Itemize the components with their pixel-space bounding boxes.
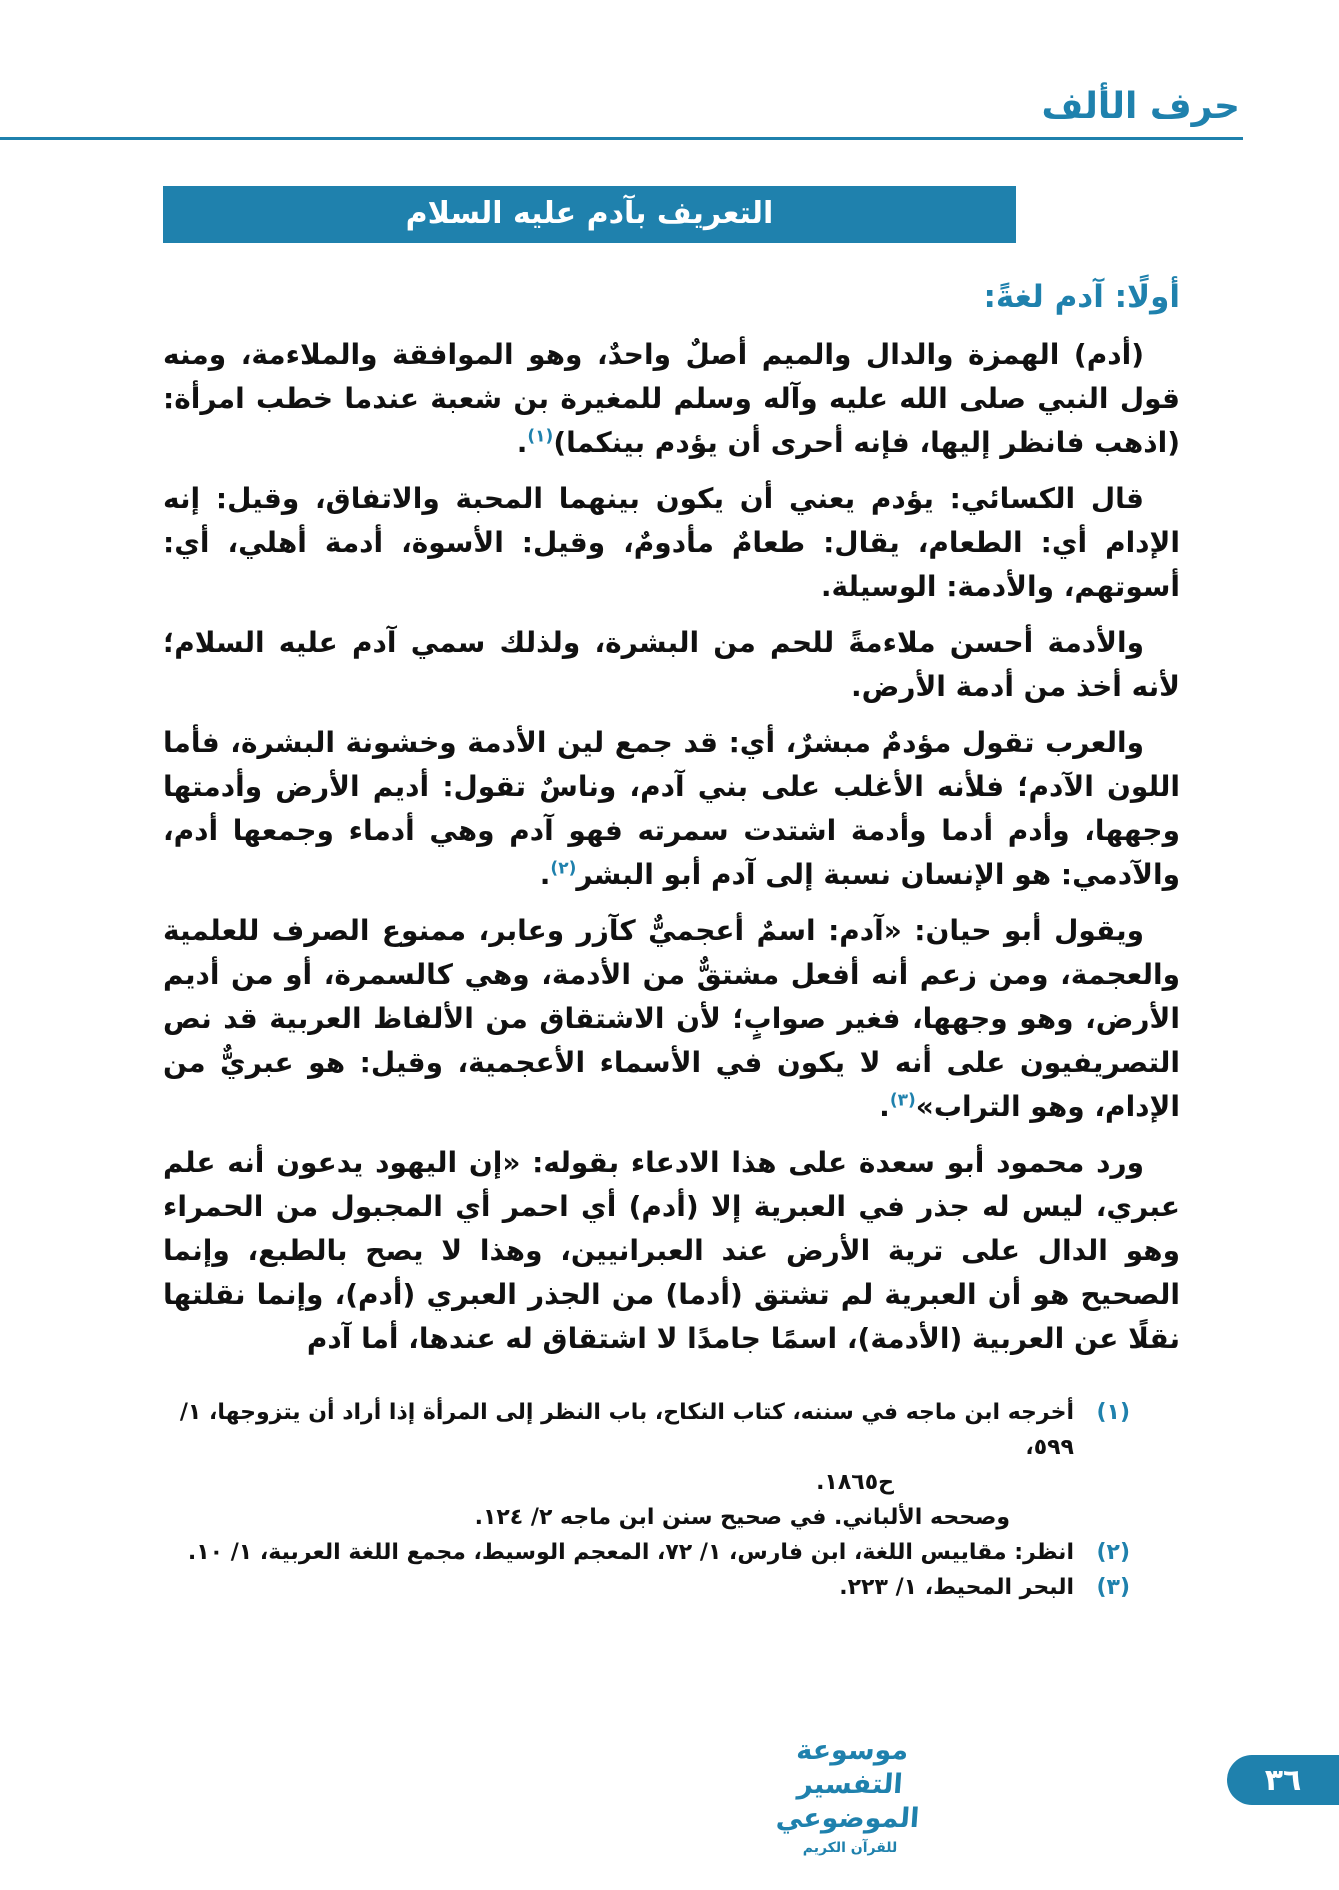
footnote-3 [163, 1570, 1130, 1605]
paragraph-text: ويقول أبو حيان: «آدم: اسمٌ أعجميٌّ كآزر وعابر، ممنوع الصرف للعلمية والعجمة، ومن زعم أنه أفعل مشتقٌّ من الأدمة، وهي كالسمرة، أو من أديم الأرض، وهو وجهها، فغير صوابٍ؛ لأن الاشتقاق من الألفاظ العربية قد نص التصريفيون على أنه لا يكون في الأسماء الأعجمية، وقيل: هو عبريٌّ من الإدام، وهو التراب» [163, 914, 1180, 1123]
footnote-2 [163, 1535, 1130, 1570]
footnote-text: أخرجه ابن ماجه في سننه، كتاب النكاح، باب النظر إلى المرأة إذا أراد أن يتزوجها، ١/ ٥٩٩، [179, 1400, 1074, 1460]
publisher-logo [745, 1734, 955, 1856]
footnote-1-continuation: وصححه الألباني. في صحيح سنن ابن ماجه ٢/ ١٢٤. [474, 1505, 1010, 1530]
paragraph-2 [163, 477, 1180, 609]
logo-text-sub: للقرآن الكريم [802, 1840, 898, 1856]
section-heading: أولًا: آدم لغةً: [983, 279, 1180, 315]
paragraph-text: (أدم) الهمزة والدال والميم أصلٌ واحدٌ، وهو الموافقة والملاءمة، ومنه قول النبي صلى الله عليه وآله وسلم للمغيرة بن شعبة عندما خطب امرأة: (اذهب فانظر إليها، فإنه أحرى أن يؤدم بينكما) [163, 338, 1180, 459]
paragraph-3 [163, 621, 1180, 709]
paragraph-5 [163, 909, 1180, 1129]
footnote-number-2: (٢) [1096, 1540, 1130, 1565]
footnote-number-1: (١) [1096, 1400, 1130, 1425]
footnote-ref-2: (٢) [550, 858, 577, 879]
footnote-text: انظر: مقاييس اللغة، ابن فارس، ١/ ٧٢، المعجم الوسيط، مجمع اللغة العربية، ١/ ١٠. [187, 1540, 1074, 1565]
title-banner [163, 186, 1016, 243]
footnote-1-continuation: ح١٨٦٥. [816, 1470, 894, 1495]
footnote-ref-1: (١) [527, 426, 554, 447]
paragraph-tail: . [516, 426, 528, 459]
paragraph-text: والعرب تقول مؤدمٌ مبشرٌ، أي: قد جمع لين الأدمة وخشونة البشرة، فأما اللون الآدم؛ فلأنه الأغلب على بني آدم، وناسٌ تقول: أديم الأرض وأدمتها وجهها، وأدم أدما وأدمة اشتدت سمرته فهو آدم وهي أدماء وجمعها أدم، والآدمي: هو الإنسان نسبة إلى آدم أبو البشر [163, 726, 1180, 891]
paragraph-1 [163, 333, 1180, 465]
footnote-ref-3: (٣) [889, 1090, 916, 1111]
logo-text-main: موسوعة التفسير الموضوعي [774, 1735, 921, 1834]
paragraph-tail: . [539, 858, 551, 891]
page-number-badge [1227, 1755, 1339, 1805]
footnote-1 [163, 1395, 1130, 1465]
header-rule [0, 137, 1243, 140]
paragraph-text: والأدمة أحسن ملاءمةً للحم من البشرة، ولذلك سمي آدم عليه السلام؛ لأنه أخذ من أدمة الأرض. [163, 626, 1180, 703]
paragraph-text: ورد محمود أبو سعدة على هذا الادعاء بقوله: «إن اليهود يدعون أنه علم عبري، ليس له جذر في العبرية إلا (أدم) أي احمر أي المجبول من الحمراء وهو الدال على ترية الأرض عند العبرانيين، وهذا لا يصح بالطبع، وإنما الصحيح هو أن العبرية لم تشتق (أدما) من الجذر العبري (أدم)، وإنما نقلتها نقلًا عن العربية (الأدمة)، اسمًا جامدًا لا اشتقاق له عندها، أما آدم [163, 1146, 1180, 1355]
page-number: ٣٦ [1264, 1762, 1302, 1798]
chapter-heading: حرف الألف [1041, 86, 1240, 127]
paragraph-text: قال الكسائي: يؤدم يعني أن يكون بينهما المحبة والاتفاق، وقيل: إنه الإدام أي: الطعام، يقال: طعامٌ مأدومٌ، وقيل: الأسوة، أدمة أهلي، أي: أسوتهم، والأدمة: الوسيلة. [163, 482, 1180, 603]
footnotes-section [163, 1395, 1130, 1605]
footnote-text: البحر المحيط، ١/ ٢٢٣. [839, 1575, 1074, 1600]
paragraph-tail: . [879, 1090, 890, 1123]
paragraph-4 [163, 721, 1180, 897]
page-header [0, 0, 1339, 140]
body-text [163, 333, 1180, 1361]
paragraph-6 [163, 1141, 1180, 1361]
banner-title: التعريف بآدم عليه السلام [405, 196, 774, 231]
footnote-number-3: (٣) [1096, 1575, 1130, 1600]
